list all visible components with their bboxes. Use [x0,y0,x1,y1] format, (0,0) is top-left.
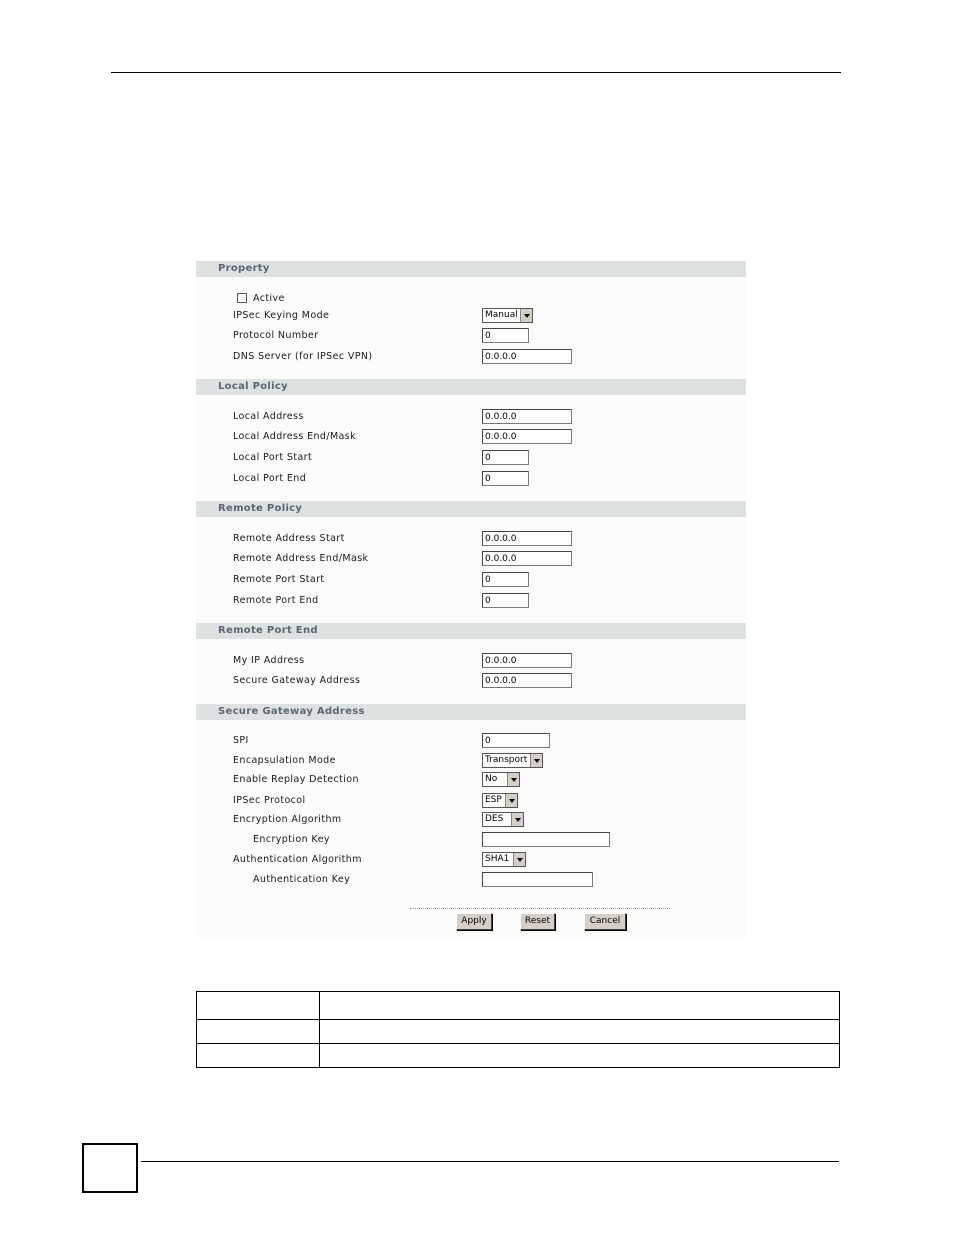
reset-button[interactable]: Reset [520,913,555,930]
ipsec-protocol-select[interactable] [482,793,518,808]
table-cell [320,1020,840,1044]
table-cell [320,1044,840,1068]
select-value: No [485,774,498,784]
authentication-key-label: Authentication Key [253,874,351,885]
my-ip-address-input[interactable] [482,653,572,668]
chevron-down-icon [530,754,542,767]
ipsec-protocol-label: IPSec Protocol [233,795,306,806]
remote-address-end-label: Remote Address End/Mask [233,553,369,564]
section-header-remote-port-end [196,623,746,639]
table-row [197,1020,840,1044]
spi-input[interactable] [482,733,550,748]
remote-address-start-input[interactable] [482,531,572,546]
section-title: Local Policy [218,381,288,392]
authentication-algorithm-label: Authentication Algorithm [233,854,362,865]
section-title: Remote Port End [218,625,318,636]
enable-replay-detection-select[interactable] [482,772,520,787]
apply-button[interactable]: Apply [456,913,492,930]
description-table [196,991,840,1068]
local-port-start-input[interactable] [482,450,529,465]
table-cell [197,1020,320,1044]
encryption-key-input[interactable] [482,832,610,847]
select-value: Transport [485,755,528,765]
active-label: Active [253,293,285,304]
chevron-down-icon [507,773,519,786]
section-title: Secure Gateway Address [218,706,365,717]
remote-port-start-input[interactable] [482,572,529,587]
section-header-secure-gateway-address [196,704,746,720]
table-row [197,1044,840,1068]
header-rule [111,72,841,73]
table-cell [197,1044,320,1068]
ipsec-keying-mode-select[interactable] [482,308,533,323]
local-port-start-label: Local Port Start [233,452,313,463]
protocol-number-label: Protocol Number [233,330,319,341]
footer-rule [141,1161,839,1162]
authentication-algorithm-select[interactable] [482,852,526,867]
remote-address-start-label: Remote Address Start [233,533,345,544]
local-port-end-input[interactable] [482,471,529,486]
chevron-down-icon [511,813,523,826]
enable-replay-detection-label: Enable Replay Detection [233,774,359,785]
local-address-input[interactable] [482,409,572,424]
section-title: Remote Policy [218,503,303,514]
encapsulation-mode-select[interactable] [482,753,543,768]
ipsec-keying-mode-label: IPSec Keying Mode [233,310,330,321]
section-header-local-policy [196,379,746,395]
local-address-end-label: Local Address End/Mask [233,431,357,442]
protocol-number-input[interactable] [482,328,529,343]
remote-address-end-input[interactable] [482,551,572,566]
encryption-algorithm-label: Encryption Algorithm [233,814,342,825]
table-header-cell [197,992,320,1020]
dns-server-label: DNS Server (for IPSec VPN) [233,351,373,362]
remote-port-end-label: Remote Port End [233,595,319,606]
local-address-end-input[interactable] [482,429,572,444]
local-port-end-label: Local Port End [233,473,307,484]
table-header-row [197,992,840,1020]
select-value: Manual [485,310,518,320]
section-header-remote-policy [196,501,746,517]
chevron-down-icon [505,794,517,807]
encryption-algorithm-select[interactable] [482,812,524,827]
dns-server-input[interactable] [482,349,572,364]
secure-gateway-address-input[interactable] [482,673,572,688]
secure-gateway-address-label: Secure Gateway Address [233,675,361,686]
local-address-label: Local Address [233,411,304,422]
button-divider [410,908,670,909]
cancel-button[interactable]: Cancel [584,913,626,930]
authentication-key-input[interactable] [482,872,593,887]
spi-label: SPI [233,735,249,746]
page-number-box [82,1143,138,1193]
remote-port-start-label: Remote Port Start [233,574,325,585]
active-checkbox[interactable] [237,293,247,303]
encapsulation-mode-label: Encapsulation Mode [233,755,336,766]
remote-port-end-input[interactable] [482,593,529,608]
select-value: SHA1 [485,854,510,864]
encryption-key-label: Encryption Key [253,834,330,845]
my-ip-address-label: My IP Address [233,655,305,666]
section-title: Property [218,263,270,274]
chevron-down-icon [513,853,525,866]
table-header-cell [320,992,840,1020]
chevron-down-icon [520,309,532,322]
select-value: DES [485,814,504,824]
select-value: ESP [485,795,502,805]
section-header-property [196,261,746,277]
